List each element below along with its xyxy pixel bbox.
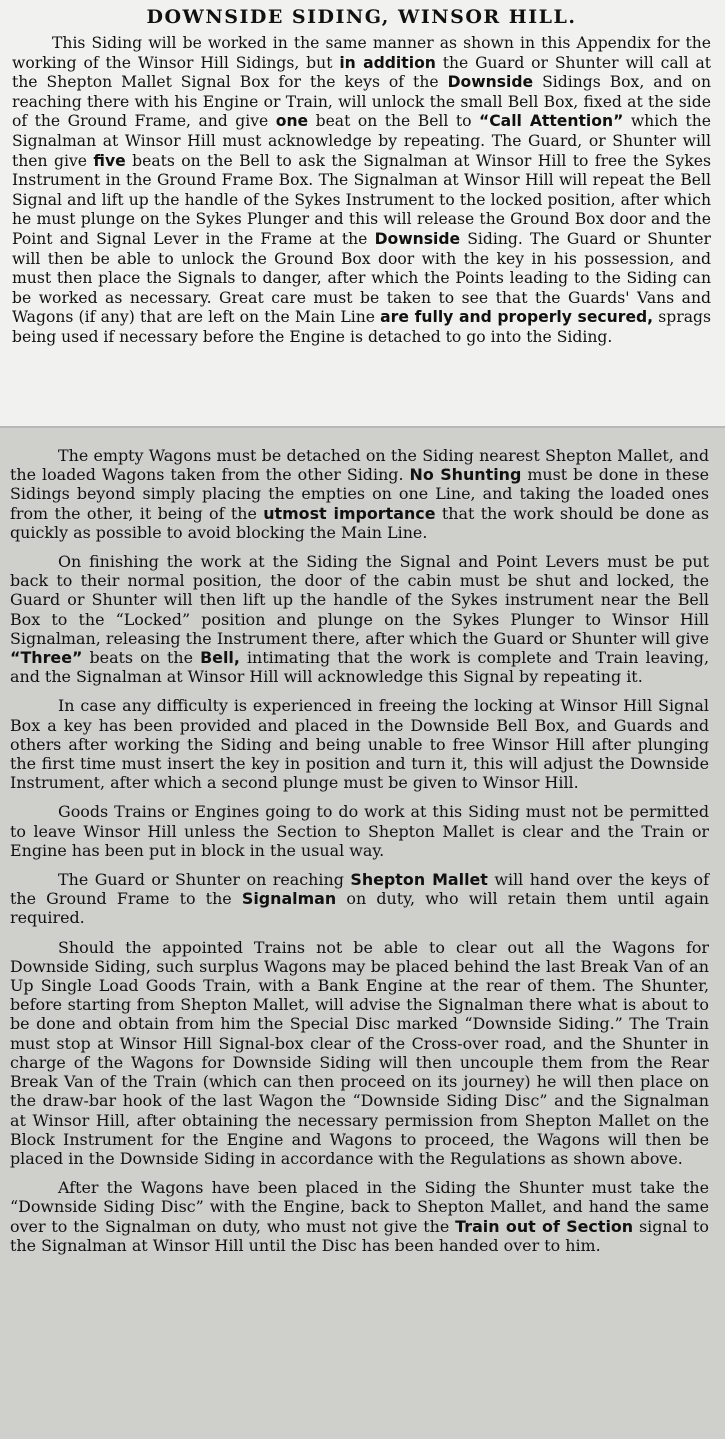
text-run: After the Wagons have been placed in the Siding the Shunter must take the “Downside Siding Disc” with the Engine, back to Shepton Mallet, and hand the same over to the Signalman on duty, who must not give the bbox=[10, 1178, 709, 1236]
paragraph bbox=[12, 34, 711, 348]
text-run: In case any difficulty is experienced in freeing the locking at Winsor Hill Signal Box a key has been provided and placed in the Downside Bell Box, and Guards and others after working the Siding and being unable to free Winsor Hill after plunging the first time must insert the key in position and turn it, this will adjust the Downside Instrument, after which a second plunge must be given to Winsor Hill. bbox=[10, 696, 709, 793]
text-run: must be done in these Sidings beyond simply placing the empties on one Line, and taking the loaded ones from the other, it being of the bbox=[10, 465, 709, 523]
bold-phrase: five bbox=[93, 151, 126, 170]
text-run: Siding. The Guard or Shunter will then be able to unlock the Ground Box door with the key in his possession, and must then place the Signals to danger, after which the Points leading to the Siding can be worked as necessary. Great care must be taken to see that the Guards' Vans and Wagons (if any) that are left on the Main Line bbox=[12, 229, 711, 327]
text-run: intimating that the work is complete and Train leaving, and the Signalman at Winsor Hill will acknowledge this Signal by repeating it. bbox=[10, 648, 710, 687]
paragraph bbox=[10, 1178, 709, 1255]
bold-phrase: Signalman bbox=[241, 889, 337, 909]
paragraph bbox=[10, 870, 709, 928]
paragraph bbox=[10, 696, 709, 792]
text-run: The empty Wagons must be detached on the Siding nearest Shepton Mallet, and the loaded Wagons taken from the other Siding. bbox=[10, 446, 709, 485]
text-run: On finishing the work at the Siding the Signal and Point Levers must be put back to their normal position, the door of the cabin must be shut and locked, the Guard or Shunter will then lift up the handle of the Sykes instrument near the Bell Box to the “Locked” position and plunge on the Sykes Plunger to Winsor Hill Signalman, releasing the Instrument there, after which the Guard or Shunter will give bbox=[10, 552, 709, 648]
bold-phrase: Downside bbox=[447, 73, 534, 92]
bold-phrase: are fully and properly secured, bbox=[380, 308, 654, 327]
bold-phrase: “Three” bbox=[10, 648, 83, 668]
bold-phrase: “Call Attention” bbox=[478, 112, 624, 131]
bold-phrase: utmost importance bbox=[263, 503, 436, 523]
bold-phrase: in addition bbox=[339, 53, 436, 72]
paragraph bbox=[10, 938, 709, 1168]
bold-phrase: one bbox=[275, 112, 309, 131]
text-run: on duty, who will retain them until again required. bbox=[10, 889, 709, 928]
text-run: This Siding will be worked in the same manner as shown in this Appendix for the working of the Winsor Hill Sidings, but bbox=[12, 34, 711, 72]
text-run: Goods Trains or Engines going to do work at this Siding must not be permitted to leave Winsor Hill unless the Section to Shepton Mallet is clear and the Train or Engine has been put in block in the usual way. bbox=[10, 802, 709, 860]
text-run: that the work should be done as quickly as possible to avoid blocking the Main Line. bbox=[10, 503, 709, 542]
text-run: sprags being used if necessary before the Engine is detached to go into the Siding. bbox=[12, 308, 712, 346]
text-run: beat on the Bell to bbox=[308, 112, 479, 131]
text-run: which the Signalman at Winsor Hill must acknowledge by repeating. The Guard, or Shunter will then give bbox=[12, 112, 711, 170]
text-run: the Guard or Shunter will call at the Shepton Mallet Signal Box for the keys of the bbox=[12, 53, 712, 92]
text-run: beats on the Bell to ask the Signalman at Winsor Hill to free the Sykes Instrument in the Ground Frame Box. The Signalman at Winsor Hill will repeat the Bell Signal and lift up the handle of the Sykes Instrument to the locked position, after which he must plunge on the Sykes Plunger and this will release the Ground Box door and the Point and Signal Lever in the Frame at the bbox=[12, 151, 711, 248]
text-run: Should the appointed Trains not be able to clear out all the Wagons for Downside Siding, such surplus Wagons may be placed behind the last Break Van of an Up Single Load Goods Train, with a Bank Engine at the rear of them. The Shunter, before starting from Shepton Mallet, will advise the Signalman there what is about to be done and obtain from him the Special Disc marked “Downside Siding.” The Train must stop at Winsor Hill Signal-box clear of the Cross-over road, and the Shunter in charge of the Wagons for Downside Siding will then uncouple them from the Rear Break Van of the Train (which can then proceed on its journey) he will then place on the draw-bar hook of the last Wagon the “Downside Siding Disc” and the Signalman at Winsor Hill, after obtaining the necessary permission from Shepton Mallet on the Block Instrument for the Engine and Wagons to proceed, the Wagons will then be placed in the Downside Siding in accordance with the Regulations as shown above. bbox=[10, 937, 709, 1168]
lower-clipping bbox=[0, 428, 725, 1439]
bold-phrase: No Shunting bbox=[409, 465, 522, 485]
bold-phrase: Bell, bbox=[200, 648, 240, 668]
paragraph bbox=[10, 802, 709, 860]
bold-phrase: Downside bbox=[374, 229, 461, 248]
text-run: signal to the Signalman at Winsor Hill until the Disc has been handed over to him. bbox=[10, 1216, 709, 1255]
upper-clipping bbox=[0, 0, 725, 428]
page-title: DOWNSIDE SIDING, WINSOR HILL. bbox=[146, 6, 577, 28]
bold-phrase: Shepton Mallet bbox=[350, 870, 488, 890]
paragraph bbox=[10, 446, 709, 542]
paragraph bbox=[10, 552, 709, 686]
text-run: will hand over the keys of the Ground Frame to the bbox=[10, 870, 709, 909]
bold-phrase: Train out of Section bbox=[455, 1216, 634, 1236]
text-run: The Guard or Shunter on reaching bbox=[58, 870, 351, 890]
text-run: beats on the bbox=[82, 648, 201, 668]
text-run: Sidings Box, and on reaching there with his Engine or Train, will unlock the small Bell Box, fixed at the side of the Ground Frame, and give bbox=[12, 73, 711, 131]
